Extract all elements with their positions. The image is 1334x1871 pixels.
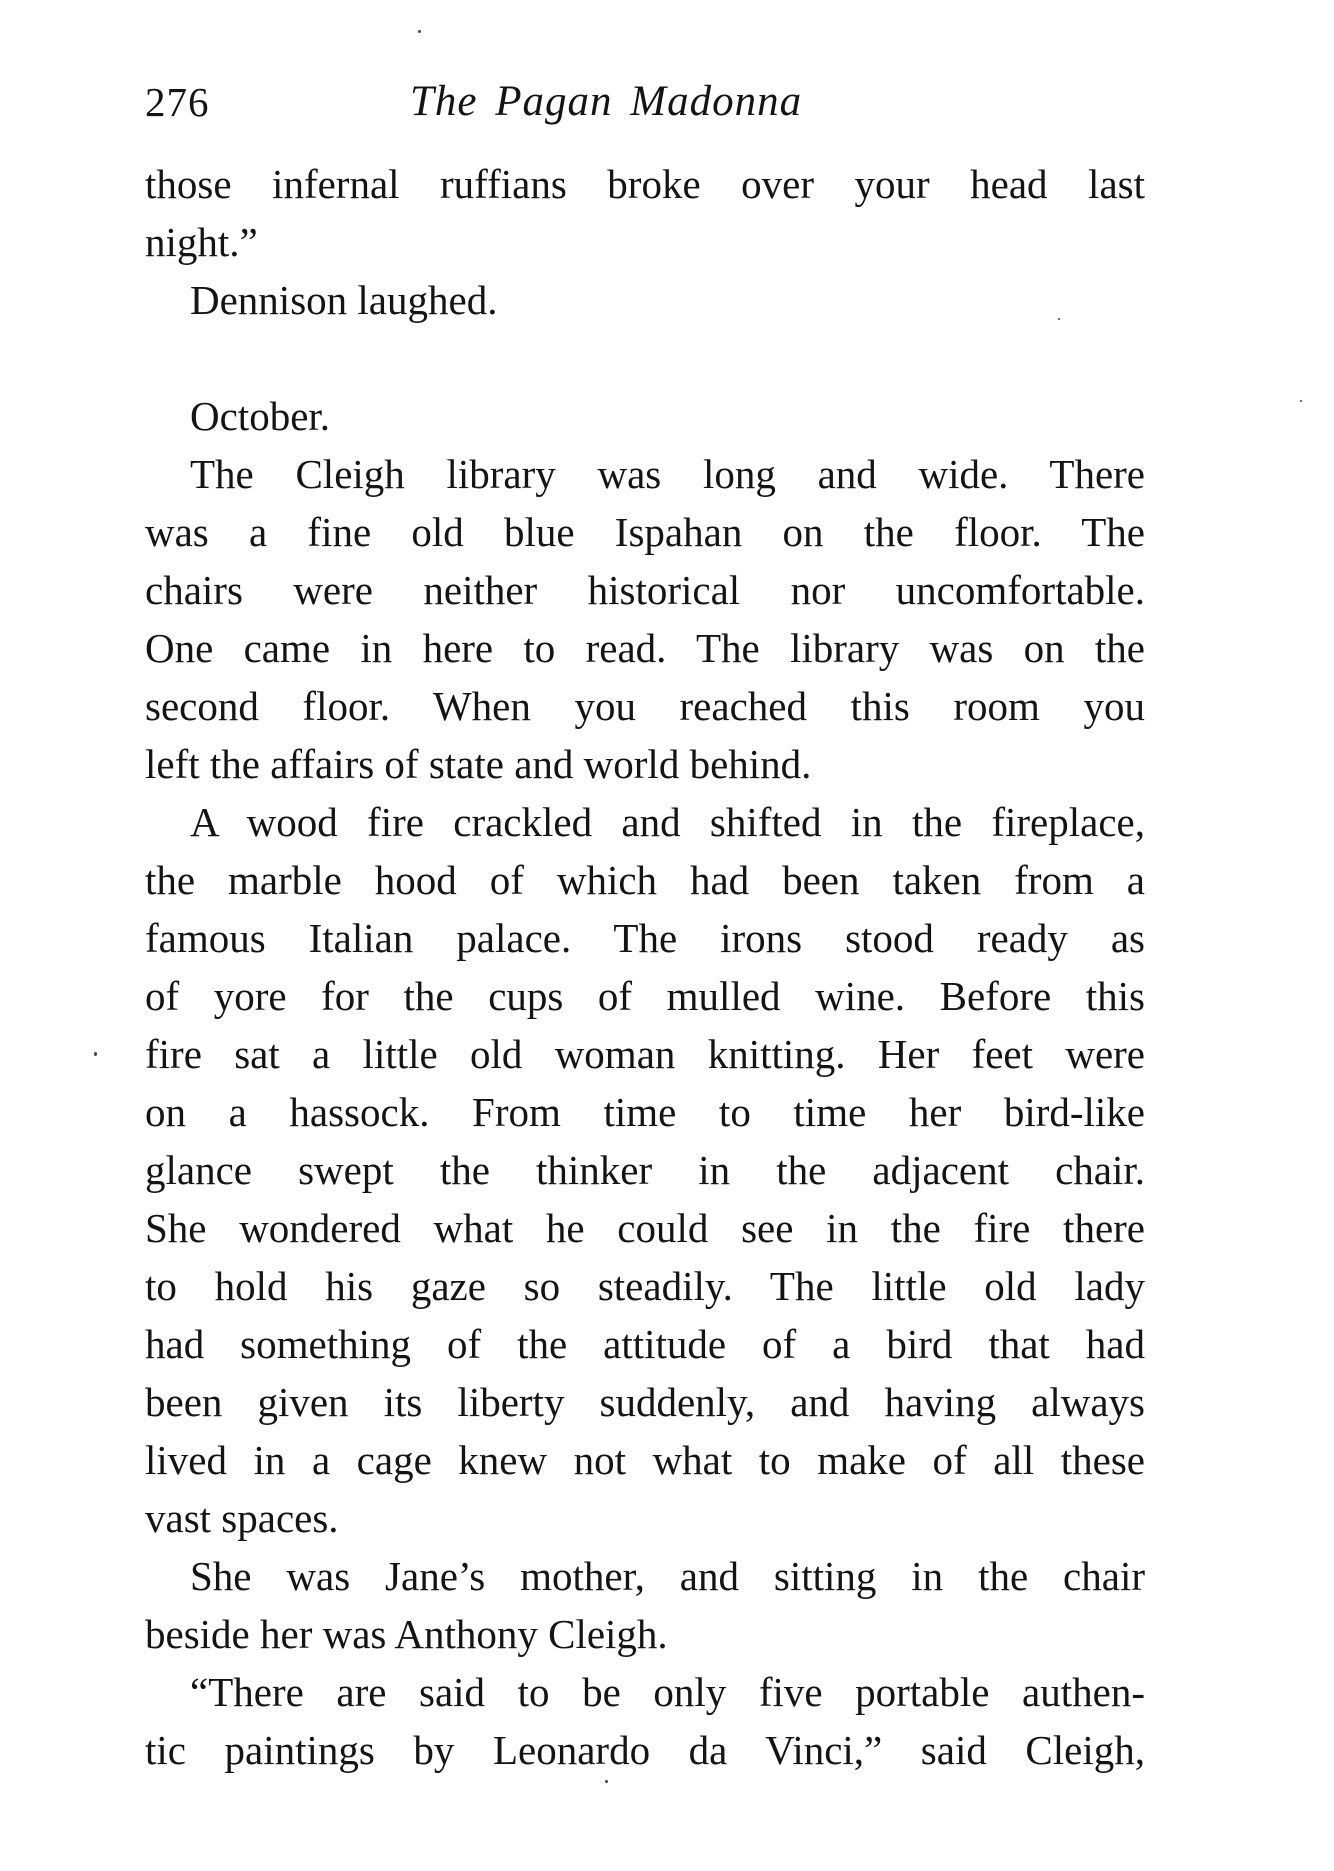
text-line: Dennison laughed.: [190, 277, 498, 323]
text-line: left the affairs of state and world behind.: [145, 741, 812, 787]
text-line: of yore for the cups of mulled wine. Before this: [145, 973, 1145, 1019]
text-line: night.”: [145, 219, 258, 265]
text-line: been given its liberty suddenly, and having always: [145, 1379, 1145, 1425]
text-line: lived in a cage knew not what to make of all these: [145, 1437, 1145, 1483]
text-line: those infernal ruffians broke over your head last: [145, 161, 1145, 207]
text-line: on a hassock. From time to time her bird-like: [145, 1089, 1145, 1135]
text-line: was a fine old blue Ispahan on the floor. The: [145, 509, 1145, 555]
text-line: second floor. When you reached this room you: [145, 683, 1145, 729]
text-line: had something of the attitude of a bird that had: [145, 1321, 1145, 1367]
text-line: She wondered what he could see in the fire there: [145, 1205, 1145, 1251]
page-number: 276: [145, 79, 210, 125]
text-line: chairs were neither historical nor uncomfortable.: [145, 567, 1145, 613]
page-header: [145, 72, 1145, 132]
scan-speck: [1058, 318, 1060, 320]
text-line: “There are said to be only five portable authen-: [190, 1669, 1145, 1715]
text-line: She was Jane’s mother, and sitting in the chair: [190, 1553, 1145, 1599]
text-line: vast spaces.: [145, 1495, 339, 1541]
text-line: A wood fire crackled and shifted in the fireplace,: [190, 799, 1145, 845]
text-line: fire sat a little old woman knitting. Her feet were: [145, 1031, 1145, 1077]
section-heading: October.: [190, 393, 331, 439]
scan-speck: [1300, 400, 1302, 402]
section-break: [145, 329, 1145, 387]
text-line: glance swept the thinker in the adjacent chair.: [145, 1147, 1145, 1193]
scan-speck: [605, 1780, 608, 1783]
text-line: tic paintings by Leonardo da Vinci,” said Cleigh,: [145, 1727, 1145, 1773]
running-title: The Pagan Madonna: [410, 78, 803, 125]
text-line: the marble hood of which had been taken from a: [145, 857, 1145, 903]
body-text: [145, 155, 1145, 1779]
text-line: famous Italian palace. The irons stood ready as: [145, 915, 1145, 961]
text-line: The Cleigh library was long and wide. There: [190, 451, 1145, 497]
scan-speck: [94, 1052, 97, 1056]
text-line: beside her was Anthony Cleigh.: [145, 1611, 668, 1657]
text-line: One came in here to read. The library was on the: [145, 625, 1145, 671]
text-line: to hold his gaze so steadily. The little old lady: [145, 1263, 1145, 1309]
scan-speck: [418, 30, 421, 33]
